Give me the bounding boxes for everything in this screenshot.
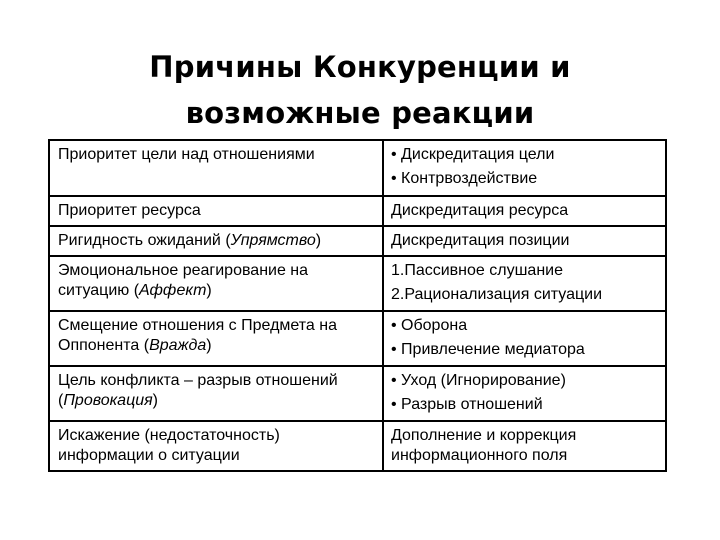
reaction-cell [383,256,666,311]
cause-text-italic: Аффект [139,282,207,299]
cause-text: Приоритет ресурса [58,202,201,219]
table-row [49,226,666,256]
reaction-item: Дополнение и коррекция информационного поля [391,427,577,464]
cause-cell [49,311,383,366]
reaction-cell [383,226,666,256]
cause-text-main: Цель конфликта – разрыв отношений ( [58,372,338,409]
reaction-item: • Привлечение медиатора [391,341,585,358]
table-row [49,366,666,421]
reaction-item: • Уход (Игнорирование) [391,372,566,389]
table-row [49,256,666,311]
cause-text [58,261,376,301]
cause-text-end: ) [206,282,212,299]
cause-text-main: Смещение отношения с Предмета на Оппонента ( [58,317,337,354]
table-row [49,421,666,471]
cause-text-main: Ригидность ожиданий ( [58,232,231,249]
cause-text [58,316,376,356]
reaction-cell [383,196,666,226]
cause-cell [49,366,383,421]
reaction-item: 2.Рационализация ситуации [391,286,603,303]
cause-cell [49,256,383,311]
cause-text-end: ) [152,392,158,409]
cause-text-main: Эмоциональное реагирование на ситуацию ( [58,262,309,299]
reaction-item: • Оборона [391,317,468,334]
cause-cell [49,196,383,226]
causes-reactions-table [48,139,667,472]
reaction-item: Дискредитация позиции [391,232,570,249]
slide-title-line-2: возможные реакции [185,96,535,130]
cause-text-end: ) [206,337,212,354]
cause-text [58,371,376,411]
cause-text [58,231,376,251]
reaction-item: • Контрвоздействие [391,170,538,187]
cause-text-italic: Упрямство [230,232,316,249]
cause-cell [49,226,383,256]
cause-text-italic: Провокация [63,392,153,409]
cause-cell [49,421,383,471]
reaction-item: • Дискредитация цели [391,146,555,163]
reaction-item: 1.Пассивное слушание [391,262,563,279]
reaction-item: • Разрыв отношений [391,396,543,413]
reaction-cell [383,140,666,196]
slide-title [0,44,720,136]
slide-title-line-1: Причины Конкуренции и [149,50,571,84]
cause-text-italic: Вражда [149,337,207,354]
reaction-cell [383,311,666,366]
cause-cell [49,140,383,196]
cause-text-end: ) [315,232,322,249]
reaction-item: Дискредитация ресурса [391,202,569,219]
cause-text: Приоритет цели над отношениями [58,146,315,163]
reaction-cell [383,366,666,421]
table-row [49,196,666,226]
cause-text: Искажение (недостаточность) информации о ситуации [58,427,280,464]
reaction-cell [383,421,666,471]
table-row [49,140,666,196]
table-row [49,311,666,366]
